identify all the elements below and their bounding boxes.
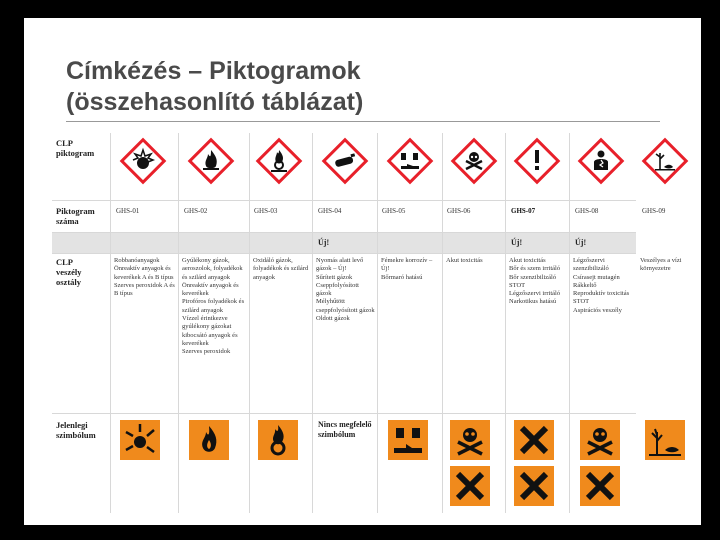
health-hazard-icon [576,136,626,186]
hazard-class-cell: Oxidáló gázok, folyadékok és szilárd anyagok [253,257,309,281]
old-flammable-symbol-icon [189,420,229,460]
title-divider [66,121,660,122]
old-corrosive-symbol-icon [388,420,428,460]
corrosion-icon [385,136,435,186]
ghs-code: GHS-06 [447,207,471,215]
hazard-class-cell: Fémekre korrozív – Új! Bőrmaró hatású [381,257,433,281]
old-environment-symbol-icon [645,420,685,460]
ghs-code: GHS-05 [382,207,406,215]
hazard-class-cell: Légzőszervi szenzibilizáló Csírasejt mutagén Rákkeltő Reproduktív toxicitás STOT Aspirációs veszély [573,257,630,314]
new-label: Új! [318,238,330,247]
ghs-code: GHS-08 [575,207,599,215]
col-divider [178,133,179,513]
gas-cylinder-icon [320,136,370,186]
col-divider [110,133,111,513]
col-divider [505,133,506,513]
row-label-clp-pictogram: CLP piktogram [56,138,95,158]
old-explosive-symbol-icon [120,420,160,460]
ghs-code: GHS-04 [318,207,342,215]
old-toxic-symbol-icon [450,420,490,460]
old-harmful-symbol-icon [514,466,554,506]
new-label: Új! [511,238,523,247]
ghs-code: GHS-07 [511,207,536,215]
old-harmful-symbol-icon [580,466,620,506]
row-divider [52,413,636,414]
flame-over-circle-icon [254,136,304,186]
hazard-class-cell: Robbanóanyagok Önreaktív anyagok és keverékek A és B típus Szerves peroxidok A és B típus [114,257,175,298]
environment-icon [640,136,690,186]
ghs-code: GHS-02 [184,207,208,215]
hazard-class-cell: Veszélyes a vízi környezetre [640,257,682,273]
title-line-1: Címkézés – Piktogramok [66,57,361,85]
col-divider [249,133,250,513]
row-label-pictogram-number: Piktogram száma [56,206,95,226]
new-row-band [52,233,636,253]
flame-icon [186,136,236,186]
col-divider [569,133,570,513]
ghs-code: GHS-09 [642,207,666,215]
ghs-code: GHS-01 [116,207,140,215]
row-divider [52,200,636,201]
slide-title [66,56,363,118]
hazard-class-cell: Gyúlékony gázok, aeroszolok, folyadékok és szilárd anyagok Önreaktív anyagok és keverékek Pirofóros folyadékok és szilárd anyagok Vízzel érintkezve gyúlékony gázokat kibocsátó anyagok és keverékek Szerves peroxidok [182,257,245,356]
old-toxic-symbol-icon [580,420,620,460]
new-label: Új! [575,238,587,247]
hazard-class-cell: Akut toxicitás Bőr és szem irritáló Bőr szenzibilizáló STOT Légzőszervi irritáló Narkotikus hatású [509,257,561,306]
row-divider [52,253,636,254]
hazard-class-cell: Akut toxicitás [446,257,483,264]
exploding-bomb-icon [118,136,168,186]
old-oxidizing-symbol-icon [258,420,298,460]
col-divider [442,133,443,513]
row-divider [52,232,636,233]
ghs-code: GHS-03 [254,207,278,215]
exclamation-icon [512,136,562,186]
old-harmful-symbol-icon [450,466,490,506]
no-symbol-note: Nincs megfelelő szimbólum [318,420,372,439]
hazard-class-cell: Nyomás alatt levő gázok – Új! Sűrített gázok Cseppfolyósított gázok Mélyhűtött cseppfolyósított gázok Oldott gázok [316,257,375,323]
skull-crossbones-icon [449,136,499,186]
col-divider [312,133,313,513]
old-irritant-symbol-icon [514,420,554,460]
col-divider [377,133,378,513]
row-label-current-symbol: Jelenlegi szimbólum [56,420,96,440]
title-line-2: (összehasonlító táblázat) [66,88,364,116]
row-label-clp-hazard-class: CLP veszély osztály [56,257,82,287]
